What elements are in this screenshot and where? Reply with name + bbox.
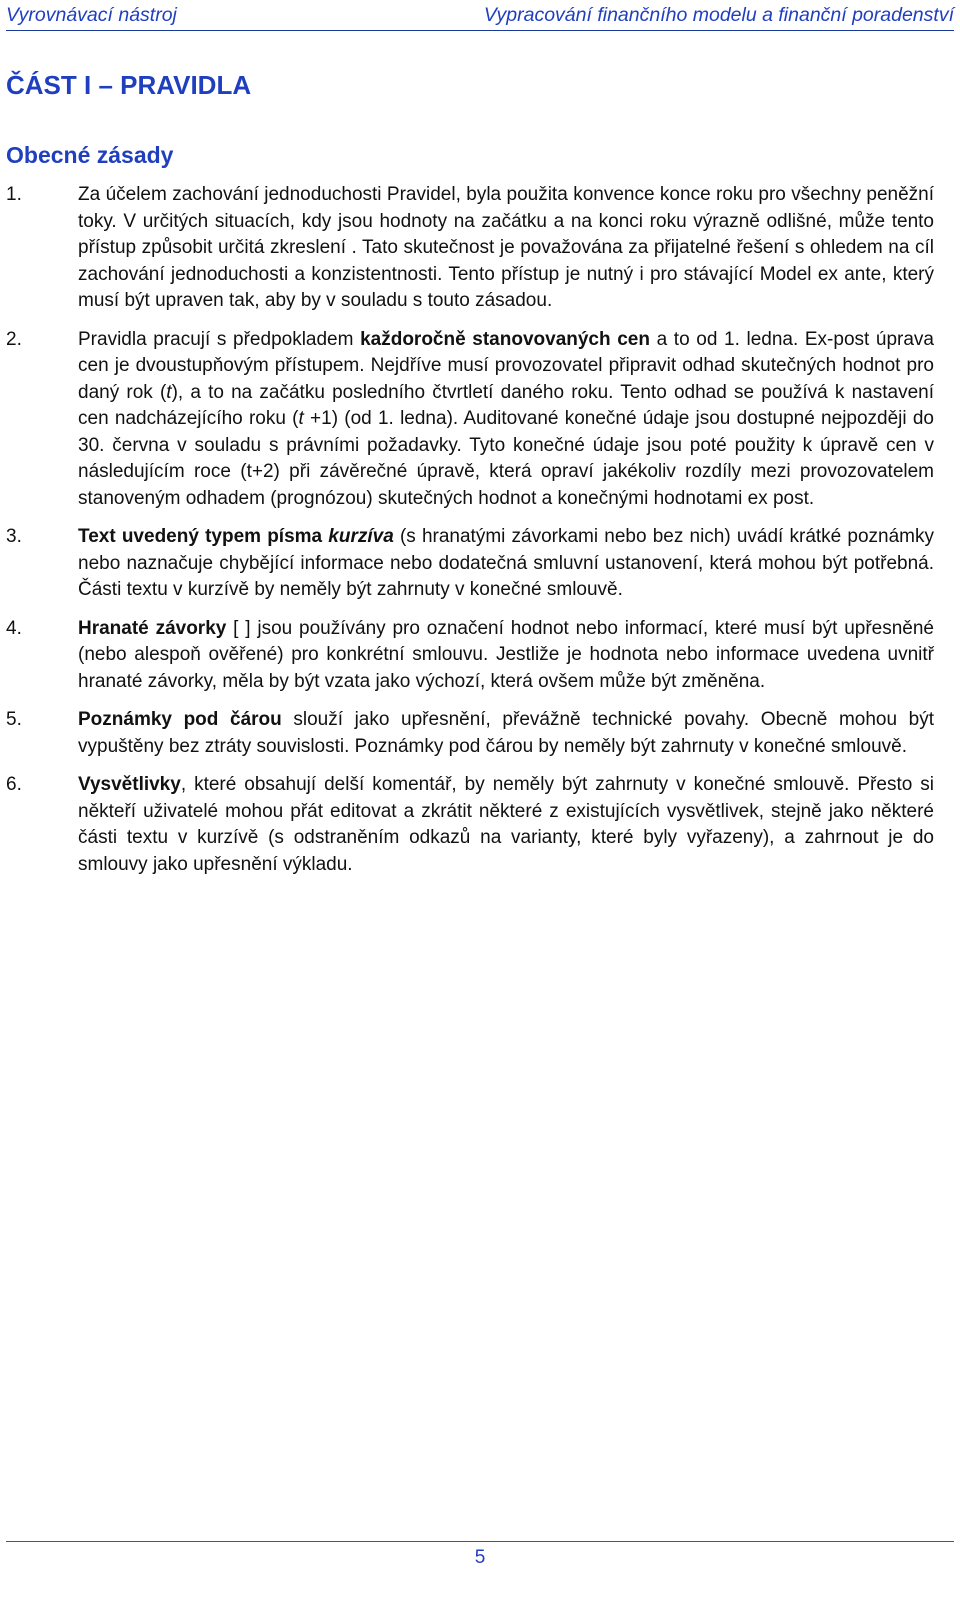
- list-item: [6, 707, 934, 760]
- item-bold-italic-text: kurzíva: [328, 526, 394, 547]
- item-number: 3.: [6, 526, 22, 547]
- list-item: [6, 327, 934, 513]
- item-number: 4.: [6, 617, 22, 639]
- item-text: (s hranatými závorkami nebo bez nich) uvádí krátké poznámky nebo naznačuje chybějící informace nebo dodatečná smluvní ustanovení, která mohou být potřebná. Části textu v kurzívě by neměly být zahrnuty v konečné smlouvě.: [78, 526, 935, 600]
- item-text: ), a to na začátku posledního čtvrtletí daného roku. Tento odhad se používá k nastavení cen nadcházejícího roku (: [78, 381, 934, 429]
- footer-divider: [6, 1541, 954, 1542]
- list-item: [6, 772, 934, 878]
- list-item: [6, 524, 934, 604]
- list-item: [6, 182, 934, 315]
- item-bold-text: Poznámky pod čárou: [78, 709, 282, 730]
- item-number: 6.: [6, 774, 22, 795]
- header-right-title: Vypracování finančního modelu a finanční poradenství: [483, 4, 954, 26]
- item-text: , které obsahují delší komentář, by neměly být zahrnuty v konečné smlouvě. Přesto si někteří uživatelé mohou přát editovat a zkrátit některé z existujících vysvětlivek, stejně jako některé části textu v kurzívě (s odstraněním odkazů na varianty, které byly vyřazeny), a zahrnout je do smlouvy jako upřesnění výkladu.: [78, 774, 934, 875]
- item-number: 2.: [6, 328, 22, 350]
- item-text: Pravidla pracují s předpokladem: [78, 328, 361, 350]
- item-number: 5.: [6, 709, 22, 730]
- item-bold-text: Vysvětlivky: [78, 774, 181, 795]
- page-header: [6, 4, 954, 31]
- list-item: [6, 616, 934, 696]
- item-text: slouží jako upřesnění, převážně technické povahy. Obecně mohou být vypuštěny bez ztráty souvislosti. Poznámky pod čárou by neměly být zahrnuty v konečné smlouvě.: [78, 709, 934, 757]
- page-number: 5: [474, 1547, 486, 1568]
- item-text: +1) (od 1. ledna). Auditované konečné údaje jsou dostupné nejpozději do 30. června v souladu s právními požadavky. Tyto konečné údaje jsou poté použity k úpravě cen v následujícím roce (t+2) při závěrečné úpravě, která opraví jakékoliv rozdíly mezi provozovatelem stanoveným odhadem (prognózou) skutečných hodnot a konečnými hodnotami ex post.: [78, 408, 935, 509]
- item-text: Za účelem zachování jednoduchosti Pravidel, byla použita konvence konce roku pro všechny peněžní toky. V určitých situacích, kdy jsou hodnoty na začátku a na konci roku výrazně odlišné, může tento přístup způsobit určitá zkreslení . Tato skutečnost je považována za přijatelné řešení s ohledem na cíl zachování jednoduchosti a konzistentnosti. Tento přístup je nutný i pro stávající Model ex ante, který musí být upraven tak, aby by v souladu s touto zásadou.: [78, 184, 934, 311]
- rules-list: [6, 182, 934, 890]
- header-left-title: Vyrovnávací nástroj: [6, 4, 177, 26]
- item-bold-text: Text uvedený typem písma: [78, 526, 329, 547]
- item-text: [ ] jsou používány pro označení hodnot nebo informací, které musí být upřesněné (nebo alespoň ověřené) pro konkrétní smlouvu. Jestliže je hodnota nebo informace uvedena uvnitř hranaté závorky, měla by být vzata jako výchozí, která ovšem může být změněna.: [78, 617, 934, 692]
- item-bold-text: Hranaté závorky: [78, 617, 227, 639]
- item-number: 1.: [6, 184, 22, 205]
- item-italic-text: t: [298, 408, 304, 429]
- item-italic-text: t: [166, 381, 172, 403]
- item-text: a to od 1. ledna. Ex-post úprava cen je dvoustupňovým přístupem. Nejdříve musí provozovatel připravit odhad skutečných hodnot pro daný rok (: [78, 328, 935, 403]
- item-bold-text: každoročně stanovovaných cen: [360, 328, 650, 350]
- part-title: ČÁST I – PRAVIDLA: [6, 70, 252, 100]
- section-title: Obecné zásady: [6, 142, 174, 168]
